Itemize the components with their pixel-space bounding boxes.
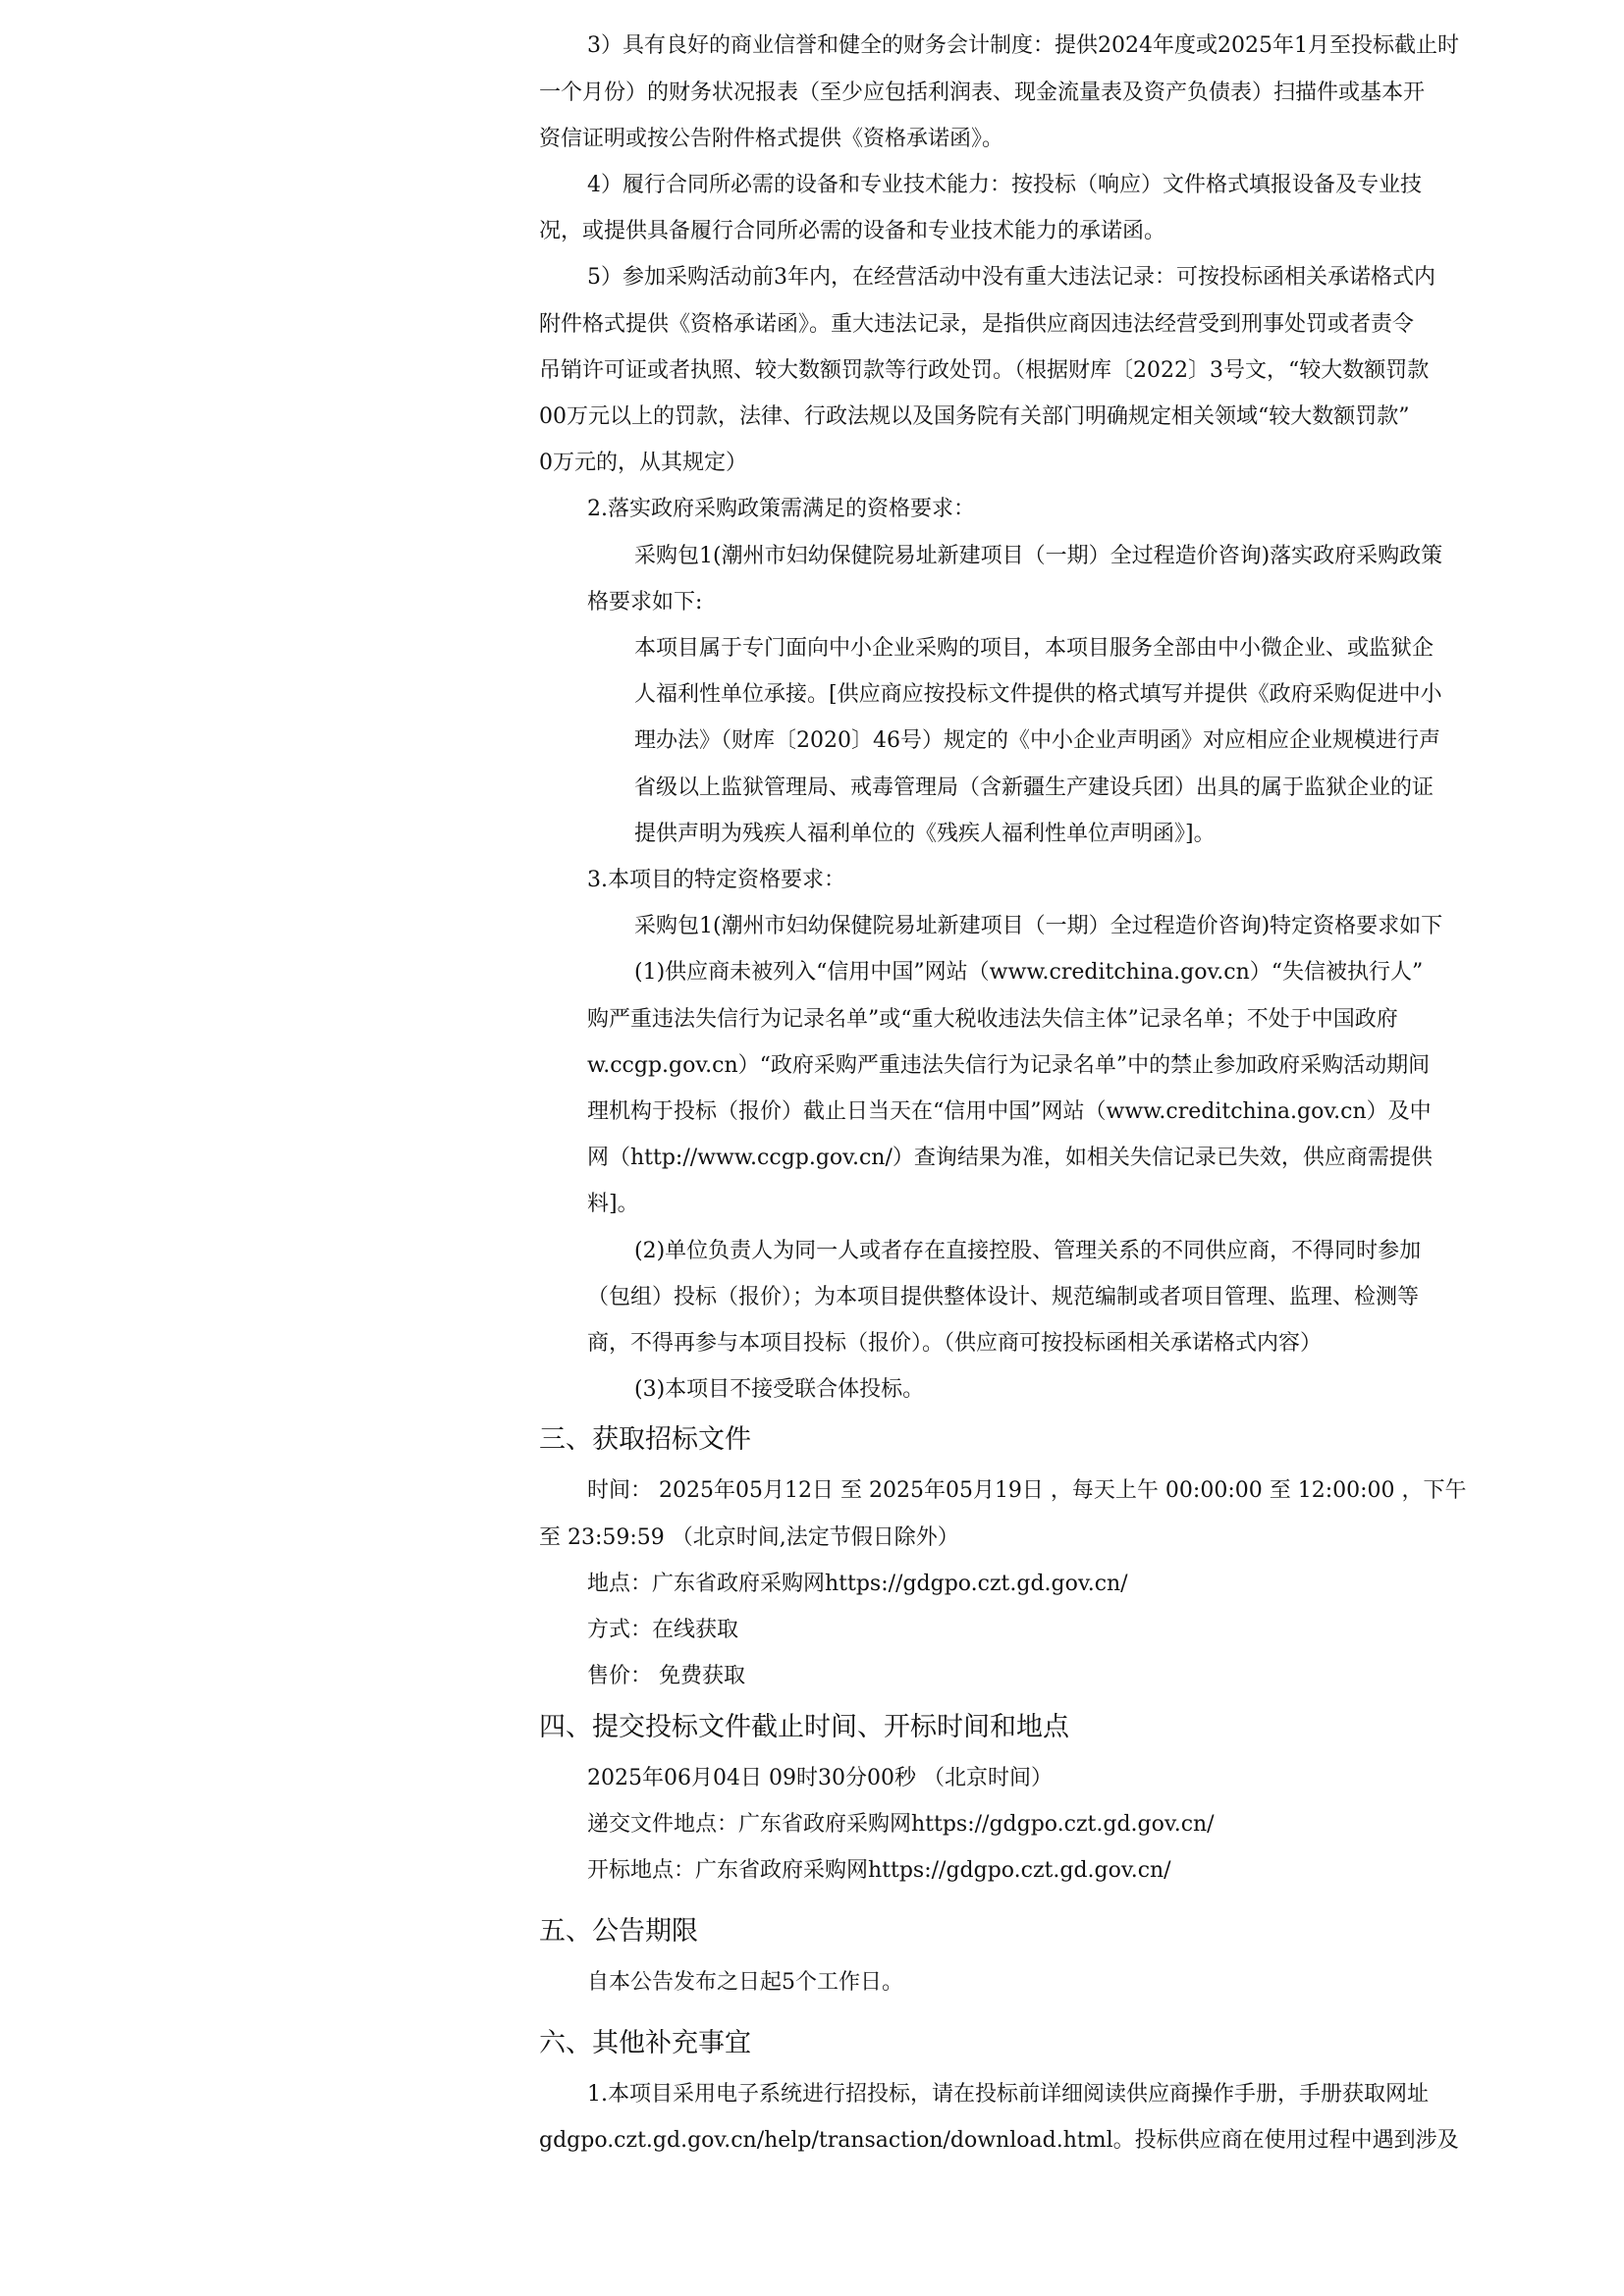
text-line: 4）履行合同所必需的设备和专业技术能力：按投标（响应）文件格式填报设备及专业技 [587,173,1422,197]
text-line: 附件格式提供《资格承诺函》。重大违法记录，是指供应商因违法经营受到刑事处罚或者责令 [539,312,1415,337]
text-line: 格要求如下: [587,590,703,614]
text-line: 00万元以上的罚款，法律、行政法规以及国务院有关部门明确规定相关领域“较大数额罚款” [539,404,1410,429]
text-line: 采购包1(潮州市妇幼保健院易址新建项目（一期）全过程造价咨询)落实政府采购政策 [634,544,1443,568]
text-line: 况，或提供具备履行合同所必需的设备和专业技术能力的承诺函。 [539,219,1166,243]
section-heading-3: 三、获取招标文件 [539,1424,751,1455]
text-line: 吊销许可证或者执照、较大数额罚款等行政处罚。（根据财库〔2022〕3号文，“较大数额罚款 [539,358,1430,383]
section-heading-5: 五、公告期限 [539,1916,698,1947]
text-line: 2025年06月04日 09时30分00秒 （北京时间） [587,1766,1053,1790]
text-line: 1.本项目采用电子系统进行招投标，请在投标前详细阅读供应商操作手册，手册获取网址 [587,2082,1429,2107]
text-line: 2.落实政府采购政策需满足的资格要求： [587,497,975,521]
text-line: (2)单位负责人为同一人或者存在直接控股、管理关系的不同供应商，不得同时参加 [634,1239,1422,1263]
text-line: 采购包1(潮州市妇幼保健院易址新建项目（一期）全过程造价咨询)特定资格要求如下 [634,914,1443,938]
text-line: 资信证明或按公告附件格式提供《资格承诺函》。 [539,127,1004,151]
text-line: 网（http://www.ccgp.gov.cn/）查询结果为准，如相关失信记录已失效，供应商需提供 [587,1146,1433,1170]
text-line: 人福利性单位承接。[供应商应按投标文件提供的格式填写并提供《政府采购促进中小 [634,682,1442,707]
text-line: 提供声明为残疾人福利单位的《残疾人福利性单位声明函》]。 [634,822,1216,846]
text-line: 省级以上监狱管理局、戒毒管理局（含新疆生产建设兵团）出具的属于监狱企业的证 [634,775,1435,800]
text-line: 本项目属于专门面向中小企业采购的项目，本项目服务全部由中小微企业、或监狱企 [634,636,1435,661]
text-line: 0万元的，从其规定） [539,451,747,475]
text-line: 商，不得再参与本项目投标（报价）。（供应商可按投标函相关承诺格式内容） [587,1331,1323,1356]
text-line: 5）参加采购活动前3年内，在经营活动中没有重大违法记录：可按投标函相关承诺格式内 [587,265,1435,290]
text-line: 售价： 免费获取 [587,1664,745,1688]
section-heading-4: 四、提交投标文件截止时间、开标时间和地点 [539,1712,1069,1742]
text-line: 理机构于投标（报价）截止日当天在“信用中国”网站（www.creditchina.gov.cn）及中 [587,1099,1432,1124]
section-heading-6: 六、其他补充事宜 [539,2028,751,2058]
text-line: (3)本项目不接受联合体投标。 [634,1377,925,1402]
text-line: gdgpo.czt.gd.gov.cn/help/transaction/download.html。投标供应商在使用过程中遇到涉及 [539,2128,1459,2153]
text-line: 3）具有良好的商业信誉和健全的财务会计制度：提供2024年度或2025年1月至投标截止时 [587,33,1459,58]
text-line: （包组）投标（报价）；为本项目提供整体设计、规范编制或者项目管理、监理、检测等 [587,1285,1420,1309]
text-line: 至 23:59:59 （北京时间,法定节假日除外） [539,1525,959,1550]
text-line: 自本公告发布之日起5个工作日。 [587,1970,903,1995]
text-line: w.ccgp.gov.cn）“政府采购严重违法失信行为记录名单”中的禁止参加政府采购活动期间 [587,1053,1431,1078]
text-line: 理办法》（财库〔2020〕46号）规定的《中小企业声明函》对应相应企业规模进行声 [634,728,1440,753]
text-line: 一个月份）的财务状况报表（至少应包括利润表、现金流量表及资产负债表）扫描件或基本开 [539,80,1426,105]
text-line: 方式：在线获取 [587,1618,739,1642]
text-line: (1)供应商未被列入“信用中国”网站（www.creditchina.gov.cn）“失信被执行人” [634,960,1424,985]
text-line: 递交文件地点：广东省政府采购网https://gdgpo.czt.gd.gov.cn/ [587,1812,1215,1837]
text-line: 开标地点：广东省政府采购网https://gdgpo.czt.gd.gov.cn/ [587,1858,1171,1883]
text-line: 地点：广东省政府采购网https://gdgpo.czt.gd.gov.cn/ [587,1572,1128,1596]
text-line: 购严重违法失信行为记录名单”或“重大税收违法失信主体”记录名单；不处于中国政府 [587,1007,1398,1032]
text-line: 3.本项目的特定资格要求： [587,868,845,892]
text-line: 时间： 2025年05月12日 至 2025年05月19日 ，每天上午 00:00:00 至 12:00:00 ，下午 [587,1478,1467,1503]
text-line: 料]。 [587,1192,639,1216]
